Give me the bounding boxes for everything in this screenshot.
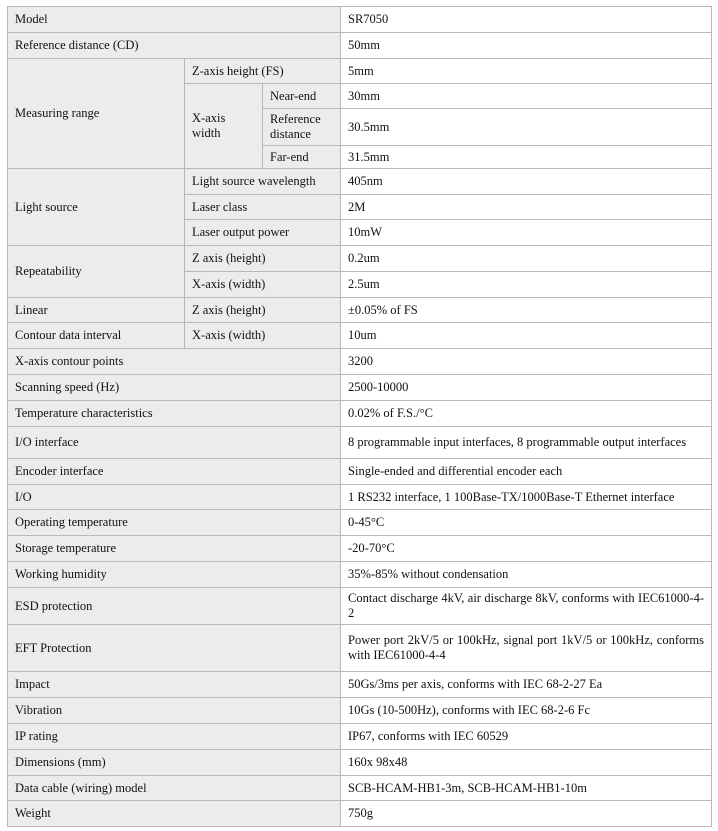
- row-value: 8 programmable input interfaces, 8 programmable output interfaces: [341, 427, 712, 459]
- row-value: 0.2um: [341, 246, 712, 272]
- table-row: [8, 485, 712, 510]
- row-value: 10mW: [341, 220, 712, 246]
- row-label: ESD protection: [8, 588, 341, 625]
- row-label: Weight: [8, 801, 341, 827]
- row-value: 35%-85% without condensation: [341, 562, 712, 588]
- table-row: [8, 169, 712, 195]
- row-value: 30.5mm: [341, 109, 712, 146]
- row-label: Data cable (wiring) model: [8, 776, 341, 801]
- sub-sub-label: Near-end: [263, 84, 341, 109]
- row-value: Single-ended and differential encoder each: [341, 459, 712, 485]
- row-value: 0-45°C: [341, 510, 712, 536]
- row-value: 0.02% of F.S./°C: [341, 401, 712, 427]
- sub-label: Laser output power: [185, 220, 341, 246]
- row-label: Model: [8, 7, 341, 33]
- sub-label: Z-axis height (FS): [185, 59, 341, 84]
- row-value: 160x 98x48: [341, 750, 712, 776]
- row-label: Storage temperature: [8, 536, 341, 562]
- row-value: 2.5um: [341, 272, 712, 298]
- sub-label: X-axis (width): [185, 323, 341, 349]
- row-value: -20-70°C: [341, 536, 712, 562]
- row-value: 3200: [341, 349, 712, 375]
- row-value: SCB-HCAM-HB1-3m, SCB-HCAM-HB1-10m: [341, 776, 712, 801]
- row-label: Impact: [8, 672, 341, 698]
- table-row: [8, 246, 712, 272]
- row-value: 50mm: [341, 33, 712, 59]
- sub-label: Z axis (height): [185, 298, 341, 323]
- row-value: 50Gs/3ms per axis, conforms with IEC 68-2-27 Ea: [341, 672, 712, 698]
- table-row: [8, 510, 712, 536]
- sub-sub-label: Far-end: [263, 146, 341, 169]
- sub-label: Light source wavelength: [185, 169, 341, 195]
- table-row: [8, 33, 712, 59]
- row-label: Vibration: [8, 698, 341, 724]
- table-row: [8, 672, 712, 698]
- row-value: IP67, conforms with IEC 60529: [341, 724, 712, 750]
- row-label: X-axis contour points: [8, 349, 341, 375]
- row-value: ±0.05% of FS: [341, 298, 712, 323]
- row-value: 1 RS232 interface, 1 100Base-TX/1000Base-T Ethernet interface: [341, 485, 712, 510]
- table-row: [8, 459, 712, 485]
- row-value: 31.5mm: [341, 146, 712, 169]
- table-row: [8, 698, 712, 724]
- sub-label: Z axis (height): [185, 246, 341, 272]
- row-label: Operating temperature: [8, 510, 341, 536]
- table-row: [8, 323, 712, 349]
- row-label: IP rating: [8, 724, 341, 750]
- row-value: SR7050: [341, 7, 712, 33]
- table-row: [8, 562, 712, 588]
- table-row: [8, 427, 712, 459]
- table-row: [8, 536, 712, 562]
- row-value: 10Gs (10-500Hz), conforms with IEC 68-2-6 Fc: [341, 698, 712, 724]
- row-label: Encoder interface: [8, 459, 341, 485]
- row-value: 2500-10000: [341, 375, 712, 401]
- table-row: [8, 750, 712, 776]
- row-label: Linear: [8, 298, 185, 323]
- row-label: Dimensions (mm): [8, 750, 341, 776]
- sub-label: X-axis (width): [185, 272, 341, 298]
- row-label: Temperature characteristics: [8, 401, 341, 427]
- row-value: 2M: [341, 195, 712, 220]
- table-row: [8, 776, 712, 801]
- table-row: [8, 401, 712, 427]
- row-label: Measuring range: [8, 59, 185, 169]
- row-label: I/O: [8, 485, 341, 510]
- row-label: Working humidity: [8, 562, 341, 588]
- row-label: Repeatability: [8, 246, 185, 298]
- row-value: 750g: [341, 801, 712, 827]
- row-value: 5mm: [341, 59, 712, 84]
- table-row: [8, 588, 712, 625]
- sub-label: X-axis width: [185, 84, 263, 169]
- table-row: [8, 298, 712, 323]
- sub-label: Laser class: [185, 195, 341, 220]
- table-row: [8, 7, 712, 33]
- row-value: 405nm: [341, 169, 712, 195]
- row-label: Scanning speed (Hz): [8, 375, 341, 401]
- table-row: [8, 59, 712, 84]
- table-row: [8, 349, 712, 375]
- table-row: [8, 801, 712, 827]
- row-value: Contact discharge 4kV, air discharge 8kV, conforms with IEC61000-4-2: [341, 588, 712, 625]
- row-label: EFT Protection: [8, 625, 341, 672]
- row-value: 10um: [341, 323, 712, 349]
- table-row: [8, 375, 712, 401]
- row-label: Light source: [8, 169, 185, 246]
- table-row: [8, 724, 712, 750]
- row-label: Contour data interval: [8, 323, 185, 349]
- sub-sub-label: Reference distance: [263, 109, 341, 146]
- row-value: 30mm: [341, 84, 712, 109]
- spec-table: [7, 6, 712, 827]
- row-value: Power port 2kV/5 or 100kHz, signal port 1kV/5 or 100kHz, conforms with IEC61000-4-4: [341, 625, 712, 672]
- row-label: Reference distance (CD): [8, 33, 341, 59]
- row-label: I/O interface: [8, 427, 341, 459]
- table-row: [8, 625, 712, 672]
